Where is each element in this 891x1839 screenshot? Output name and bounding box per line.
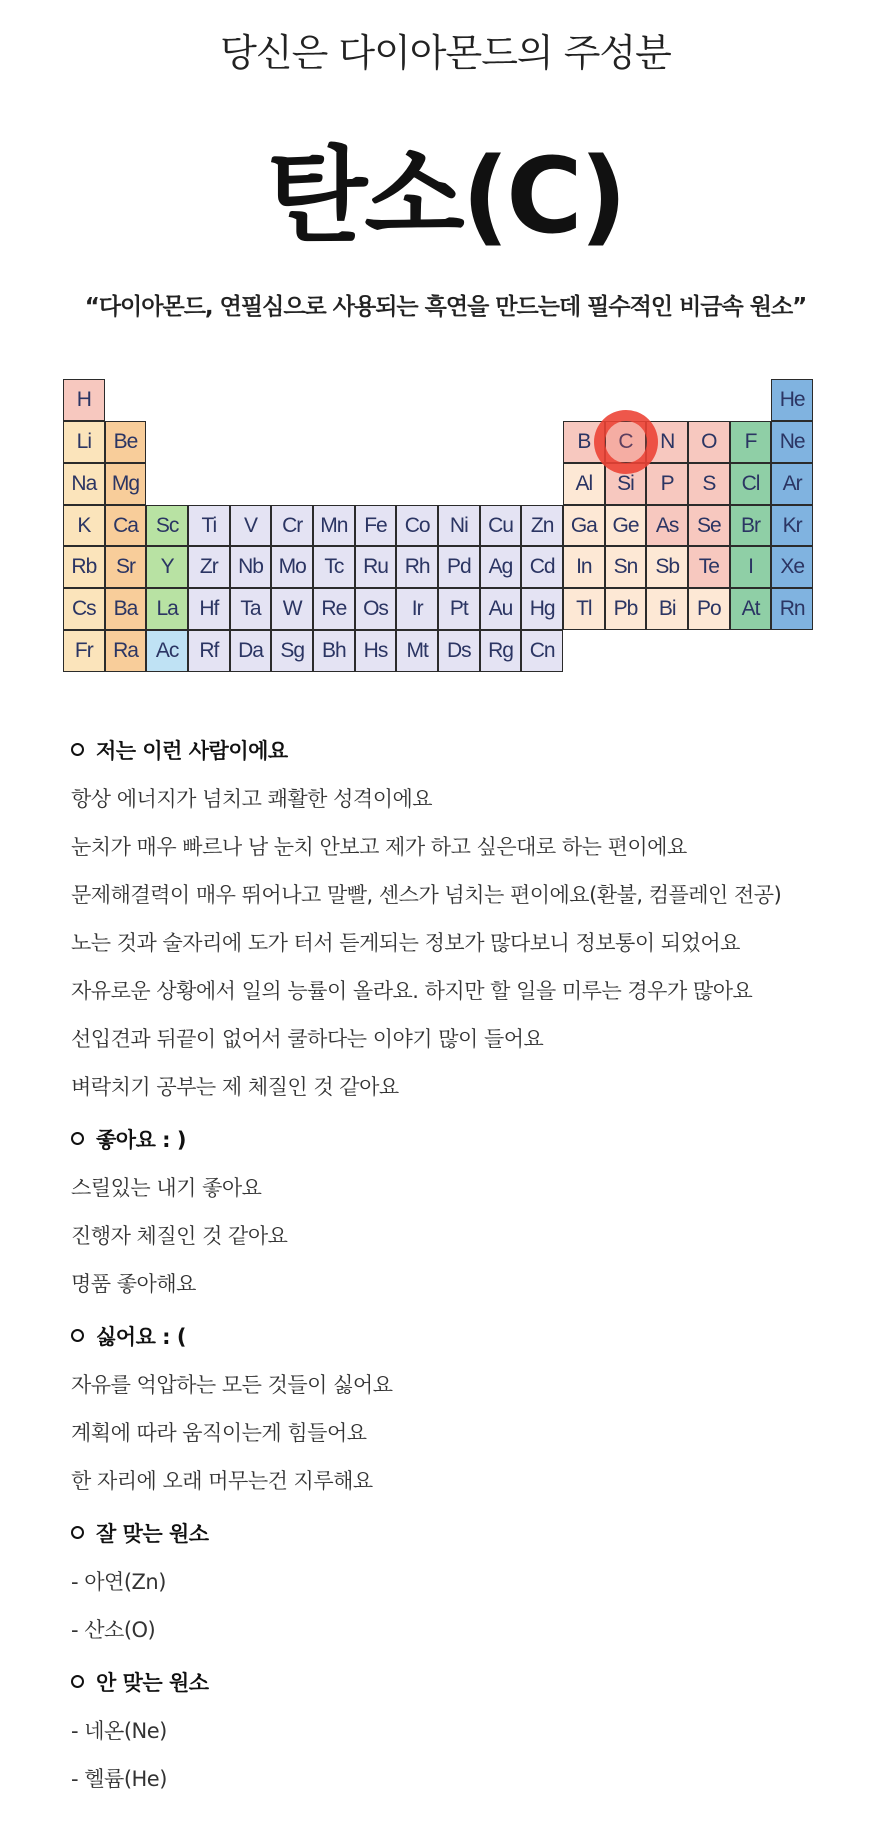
section-heading — [71, 1313, 871, 1361]
element-cell-hg: Hg — [521, 588, 563, 630]
element-cell-al: Al — [563, 463, 605, 505]
element-cell-pt: Pt — [438, 588, 480, 630]
section-line: - 네온(Ne) — [71, 1719, 167, 1743]
element-cell-mt: Mt — [396, 630, 438, 672]
element-cell-ni: Ni — [438, 505, 480, 547]
element-cell-os: Os — [355, 588, 397, 630]
circle-bullet-icon — [71, 1526, 84, 1539]
element-cell-at: At — [730, 588, 772, 630]
circle-bullet-icon — [71, 1675, 84, 1688]
element-cell-rb: Rb — [63, 546, 105, 588]
element-cell-sc: Sc — [146, 505, 188, 547]
section-heading-text: 안 맞는 원소 — [96, 1671, 209, 1695]
section-line: 스릴있는 내기 좋아요 — [71, 1176, 262, 1200]
element-cell-fr: Fr — [63, 630, 105, 672]
element-cell-cd: Cd — [521, 546, 563, 588]
element-cell-ne: Ne — [771, 421, 813, 463]
element-cell-nb: Nb — [230, 546, 272, 588]
element-cell-ag: Ag — [480, 546, 522, 588]
circle-bullet-icon — [71, 1329, 84, 1342]
section-heading-text: 싫어요 : ( — [96, 1325, 186, 1349]
section-line: 벼락치기 공부는 제 체질인 것 같아요 — [71, 1075, 399, 1099]
section-line: 진행자 체질인 것 같아요 — [71, 1224, 288, 1248]
element-cell-zr: Zr — [188, 546, 230, 588]
element-quote: “다이아몬드, 연필심으로 사용되는 흑연을 만드는데 필수적인 비금속 원소” — [84, 294, 807, 320]
element-cell-da: Da — [230, 630, 272, 672]
element-cell-ru: Ru — [355, 546, 397, 588]
element-cell-cn: Cn — [521, 630, 563, 672]
element-cell-c: C — [605, 421, 647, 463]
element-cell-v: V — [230, 505, 272, 547]
element-cell-ca: Ca — [105, 505, 147, 547]
element-cell-se: Se — [688, 505, 730, 547]
element-cell-b: B — [563, 421, 605, 463]
section-line: 항상 에너지가 넘치고 쾌활한 성격이에요 — [71, 787, 433, 811]
element-cell-ir: Ir — [396, 588, 438, 630]
element-cell-sn: Sn — [605, 546, 647, 588]
element-cell-bh: Bh — [313, 630, 355, 672]
element-cell-cl: Cl — [730, 463, 772, 505]
element-cell-re: Re — [313, 588, 355, 630]
element-cell-f: F — [730, 421, 772, 463]
element-cell-ar: Ar — [771, 463, 813, 505]
element-cell-te: Te — [688, 546, 730, 588]
element-cell-o: O — [688, 421, 730, 463]
element-cell-rg: Rg — [480, 630, 522, 672]
element-cell-kr: Kr — [771, 505, 813, 547]
element-cell-ba: Ba — [105, 588, 147, 630]
description-content — [71, 722, 871, 1803]
element-cell-cu: Cu — [480, 505, 522, 547]
element-cell-n: N — [646, 421, 688, 463]
element-cell-rn: Rn — [771, 588, 813, 630]
section-line: 노는 것과 술자리에 도가 터서 듣게되는 정보가 많다보니 정보통이 되었어요 — [71, 931, 740, 955]
element-cell-p: P — [646, 463, 688, 505]
element-cell-zn: Zn — [521, 505, 563, 547]
circle-bullet-icon — [71, 743, 84, 756]
element-cell-cr: Cr — [271, 505, 313, 547]
element-cell-ra: Ra — [105, 630, 147, 672]
element-cell-w: W — [271, 588, 313, 630]
element-cell-si: Si — [605, 463, 647, 505]
element-cell-ga: Ga — [563, 505, 605, 547]
element-cell-pd: Pd — [438, 546, 480, 588]
section-heading-text: 잘 맞는 원소 — [96, 1522, 209, 1546]
element-cell-sg: Sg — [271, 630, 313, 672]
circle-bullet-icon — [71, 1132, 84, 1145]
element-cell-po: Po — [688, 588, 730, 630]
element-cell-rf: Rf — [188, 630, 230, 672]
element-cell-in: In — [563, 546, 605, 588]
section-heading — [71, 727, 871, 775]
element-cell-sr: Sr — [105, 546, 147, 588]
element-cell-li: Li — [63, 421, 105, 463]
element-cell-he: He — [771, 379, 813, 421]
element-cell-pb: Pb — [605, 588, 647, 630]
section-line: 계획에 따라 움직이는게 힘들어요 — [71, 1421, 367, 1445]
element-cell-na: Na — [63, 463, 105, 505]
element-cell-hf: Hf — [188, 588, 230, 630]
section-line: 자유로운 상황에서 일의 능률이 올라요. 하지만 할 일을 미루는 경우가 많아요 — [71, 979, 753, 1003]
element-cell-k: K — [63, 505, 105, 547]
element-cell-br: Br — [730, 505, 772, 547]
section-heading-text: 좋아요 : ) — [96, 1128, 186, 1152]
periodic-table — [63, 379, 813, 672]
element-cell-la: La — [146, 588, 188, 630]
section-line: 한 자리에 오래 머무는건 지루해요 — [71, 1469, 373, 1493]
element-cell-co: Co — [396, 505, 438, 547]
section-line: 명품 좋아해요 — [71, 1272, 196, 1296]
element-cell-au: Au — [480, 588, 522, 630]
section-line: - 산소(O) — [71, 1618, 156, 1642]
element-cell-bi: Bi — [646, 588, 688, 630]
section-heading — [71, 1116, 871, 1164]
element-cell-ge: Ge — [605, 505, 647, 547]
element-cell-ds: Ds — [438, 630, 480, 672]
element-cell-ta: Ta — [230, 588, 272, 630]
element-cell-tc: Tc — [313, 546, 355, 588]
element-cell-sb: Sb — [646, 546, 688, 588]
element-title: 탄소(C) — [266, 135, 625, 257]
element-cell-ti: Ti — [188, 505, 230, 547]
section-heading — [71, 1510, 871, 1558]
section-line: 문제해결력이 매우 뛰어나고 말빨, 센스가 넘치는 편이에요(환불, 컴플레인 전공) — [71, 883, 782, 907]
section-line: - 헬륨(He) — [71, 1767, 167, 1791]
section-line: 선입견과 뒤끝이 없어서 쿨하다는 이야기 많이 들어요 — [71, 1027, 544, 1051]
element-cell-tl: Tl — [563, 588, 605, 630]
section-line: - 아연(Zn) — [71, 1570, 166, 1594]
element-cell-xe: Xe — [771, 546, 813, 588]
section-line: 눈치가 매우 빠르나 남 눈치 안보고 제가 하고 싶은대로 하는 편이에요 — [71, 835, 687, 859]
element-cell-mg: Mg — [105, 463, 147, 505]
section-heading — [71, 1659, 871, 1707]
section-line: 자유를 억압하는 모든 것들이 싫어요 — [71, 1373, 393, 1397]
element-cell-mo: Mo — [271, 546, 313, 588]
element-cell-mn: Mn — [313, 505, 355, 547]
page-subtitle: 당신은 다이아몬드의 주성분 — [220, 31, 671, 75]
element-cell-s: S — [688, 463, 730, 505]
element-cell-fe: Fe — [355, 505, 397, 547]
highlight-circle-marker — [594, 410, 658, 474]
element-cell-h: H — [63, 379, 105, 421]
element-cell-be: Be — [105, 421, 147, 463]
element-cell-y: Y — [146, 546, 188, 588]
element-cell-cs: Cs — [63, 588, 105, 630]
element-cell-i: I — [730, 546, 772, 588]
element-cell-as: As — [646, 505, 688, 547]
element-cell-ac: Ac — [146, 630, 188, 672]
section-heading-text: 저는 이런 사람이에요 — [96, 739, 288, 763]
element-cell-hs: Hs — [355, 630, 397, 672]
element-cell-rh: Rh — [396, 546, 438, 588]
